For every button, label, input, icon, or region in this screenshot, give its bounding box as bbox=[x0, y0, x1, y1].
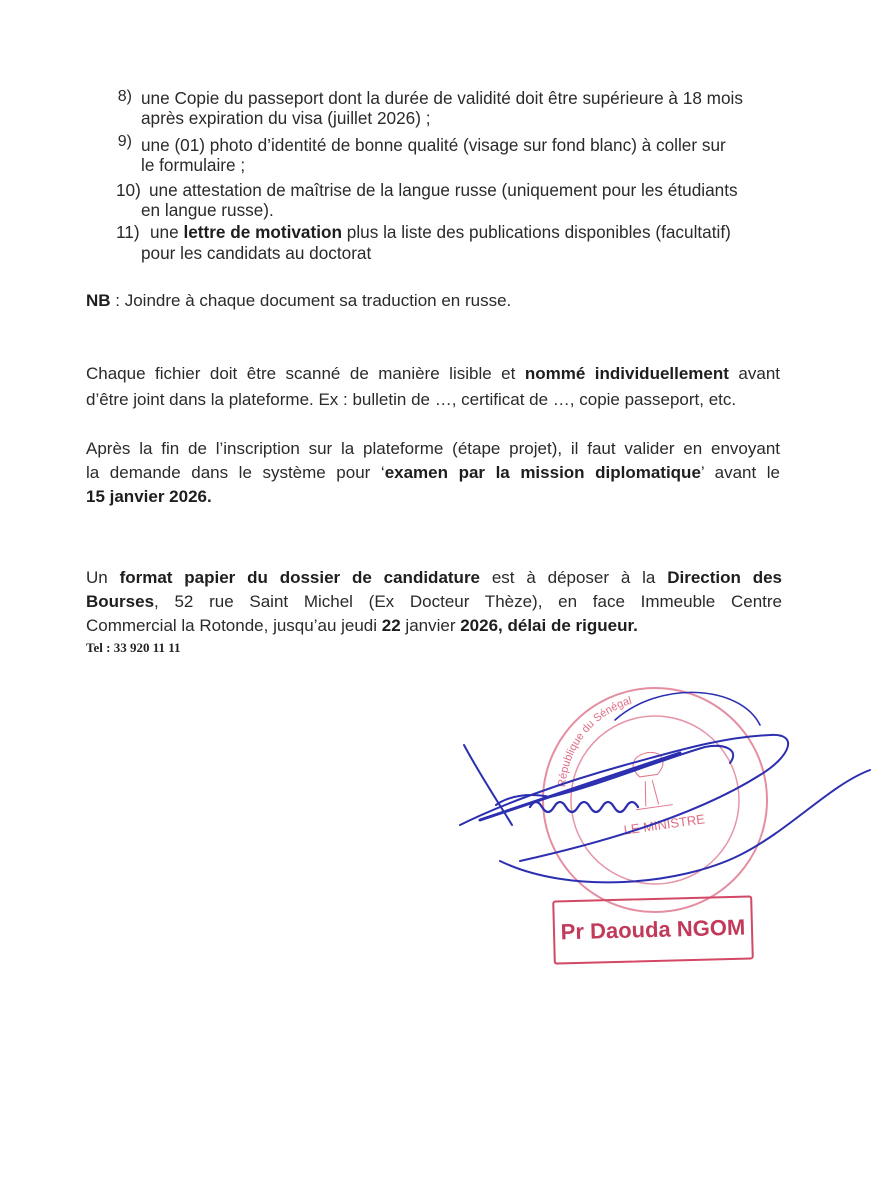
item-text: après expiration du visa (juillet 2026) ; bbox=[141, 108, 431, 128]
stamp-center-text: LE MINISTRE bbox=[622, 811, 706, 838]
nb-label: NB bbox=[86, 291, 111, 310]
stamp-top-text: République du Sénégal bbox=[556, 694, 634, 788]
paper-submission: Un format papier du dossier de candidature est à déposer à la Direction des Bourses, 52 rue Saint Michel (Ex Docteur Thèze), en face Immeuble Centre Commercial la Rotonde, jusqu’au jeudi 22 janvier 2026, délai de rigueur. bbox=[86, 568, 782, 635]
scan-note: Chaque fichier doit être scanné de manière lisible et nommé individuellement avant d’être joint dans la plateforme. Ex : bulletin de …, certificat de …, copie passeport, etc. bbox=[86, 364, 780, 409]
deadline: 15 janvier 2026. bbox=[86, 487, 212, 506]
item-text: une (01) photo d’identité de bonne qualité (visage sur fond blanc) à coller sur bbox=[141, 135, 726, 155]
item-number: 9) bbox=[117, 133, 132, 150]
item-text: en langue russe). bbox=[141, 200, 274, 220]
signature-scribble bbox=[460, 692, 870, 882]
item-text: une lettre de motivation plus la liste des publications disponibles (facultatif) bbox=[150, 222, 731, 242]
item-text: une Copie du passeport dont la durée de validité doit être supérieure à 18 mois bbox=[141, 88, 743, 108]
nb-note: NB : Joindre à chaque document sa traduction en russe. bbox=[86, 291, 512, 310]
item-number: 8) bbox=[117, 88, 132, 105]
signatory-name-box: Pr Daouda NGOM bbox=[552, 895, 754, 964]
item-number: 11) bbox=[116, 222, 140, 242]
emphasis: lettre de motivation bbox=[183, 222, 342, 242]
official-stamp bbox=[529, 674, 782, 927]
validation-paragraph: Après la fin de l’inscription sur la plateforme (étape projet), il faut valider en envoyant la demande dans le système pour ‘examen par la mission diplomatique’ avant le 15 janvier 2026. bbox=[86, 439, 780, 506]
item-text: le formulaire ; bbox=[141, 155, 246, 175]
item-text: pour les candidats au doctorat bbox=[141, 243, 372, 263]
telephone: Tel : 33 920 11 11 bbox=[86, 640, 181, 655]
item-text: une attestation de maîtrise de la langue russe (uniquement pour les étudiants bbox=[149, 180, 738, 200]
item-number: 10) bbox=[116, 180, 141, 200]
